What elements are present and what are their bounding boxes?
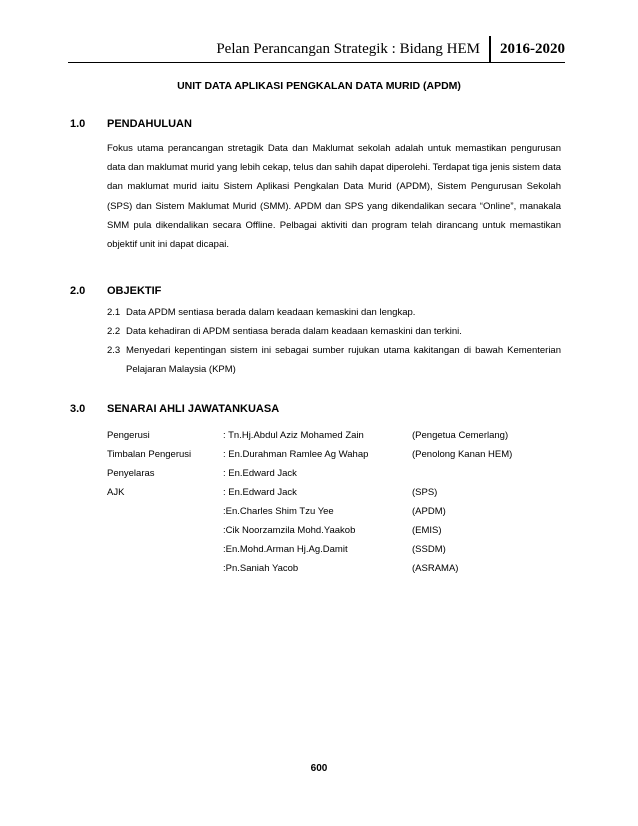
committee-role: Penyelaras — [107, 468, 155, 479]
objective-text: Menyedari kepentingan sistem ini sebagai sumber rujukan utama kakitangan di bawah Kementerian Pelajaran Malaysia (KPM) — [126, 345, 561, 376]
header-title: Pelan Perancangan Strategik : Bidang HEM — [216, 41, 480, 57]
section-number: 2.0 — [70, 285, 86, 297]
section-paragraph: Fokus utama perancangan stretagik Data dan Maklumat sekolah adalah untuk memastikan pengurusan data dan maklumat murid yang lebih cekap, telus dan sahih dapat diperolehi. Terdapat tiga jenis sistem data dan maklumat murid iaitu Sistem Aplikasi Pengkalan Data Murid (APDM), Sistem Pengurusan Sekolah (SPS) dan Sistem Maklumat Murid (SMM). APDM dan SPS yang dikendalikan secara “Online”, manakala SMM pula dikendalikan secara Offline. Pelbagai aktiviti dan program telah dirancang untuk memastikan objektif unit ini dapat dicapai. — [107, 143, 561, 251]
header-rule — [68, 62, 565, 63]
objective-number: 2.2 — [107, 326, 121, 337]
committee-note: (EMIS) — [412, 525, 442, 536]
committee-role: Pengerusi — [107, 430, 150, 441]
page-header — [216, 36, 565, 62]
section-title: OBJEKTIF — [107, 285, 162, 297]
committee-note: (SSDM) — [412, 544, 446, 555]
committee-name: : En.Durahman Ramlee Ag Wahap — [223, 449, 369, 460]
committee-name: :En.Charles Shim Tzu Yee — [223, 506, 334, 517]
section-title: SENARAI AHLI JAWATANKUASA — [107, 403, 280, 415]
committee-name: :En.Mohd.Arman Hj.Ag.Damit — [223, 544, 348, 555]
committee-note: (ASRAMA) — [412, 563, 459, 574]
page-number: 600 — [310, 763, 328, 774]
committee-note: (SPS) — [412, 487, 438, 498]
objective-number: 2.1 — [107, 307, 121, 318]
objective-text: Data kehadiran di APDM sentiasa berada dalam keadaan kemaskini dan terkini. — [126, 326, 462, 337]
committee-note: (Penolong Kanan HEM) — [412, 449, 513, 460]
committee-name: : Tn.Hj.Abdul Aziz Mohamed Zain — [223, 430, 364, 441]
section-number: 1.0 — [70, 118, 86, 130]
committee-role: AJK — [107, 487, 125, 498]
section-title: PENDAHULUAN — [107, 118, 192, 130]
committee-note: (Pengetua Cemerlang) — [412, 430, 509, 441]
document-title: UNIT DATA APLIKASI PENGKALAN DATA MURID (APDM) — [177, 80, 461, 92]
committee-name: : En.Edward Jack — [223, 487, 297, 498]
header-years: 2016-2020 — [500, 41, 565, 57]
objective-text: Data APDM sentiasa berada dalam keadaan kemaskini dan lengkap. — [126, 307, 416, 318]
objective-number: 2.3 — [107, 345, 121, 356]
committee-role: Timbalan Pengerusi — [107, 449, 192, 460]
committee-name: : En.Edward Jack — [223, 468, 297, 479]
section-number: 3.0 — [70, 403, 86, 415]
committee-name: :Cik Noorzamzila Mohd.Yaakob — [223, 525, 356, 536]
committee-name: :Pn.Saniah Yacob — [223, 563, 299, 574]
committee-note: (APDM) — [412, 506, 446, 517]
